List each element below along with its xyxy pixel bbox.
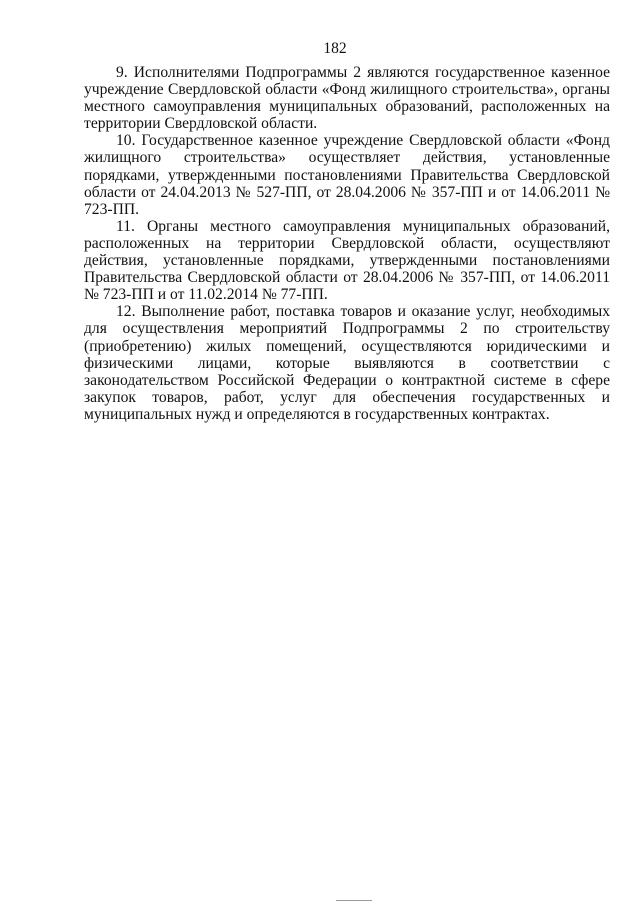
paragraph-number: 9. — [116, 64, 128, 81]
paragraph-9 — [84, 64, 610, 132]
paragraph-10 — [84, 132, 610, 217]
paragraph-text: Исполнителями Подпрограммы 2 являются государственное казенное учреждение Свердловской области «Фонд жилищного строительства», органы местного самоуправления муниципальных образований, расположенных на территории Свердловской области. — [84, 64, 610, 133]
paragraph-text: Государственное казенное учреждение Свердловской области «Фонд жилищного строительства» осуществляет действия, установленные порядками, утвержденными постановлениями Правительства Свердловской области от 24.04.2013 № 527-ПП, от 28.04.2006 № 357-ПП и от 14.06.2011 № 723-ПП. — [84, 132, 610, 218]
paragraph-text: Органы местного самоуправления муниципальных образований, расположенных на территории Свердловской области, осуществляют действия, установленные порядками, утвержденными постановлениями Правительства Свердловской области от 28.04.2006 № 357-ПП, от 14.06.2011 № 723-ПП и от 11.02.2014 № 77-ПП. — [84, 217, 610, 304]
document-body — [84, 64, 610, 423]
paragraph-text: Выполнение работ, поставка товаров и оказание услуг, необходимых для осуществления мероприятий Подпрограммы 2 по строительству (приобретению) жилых помещений, осуществляются юридическими и физическими лицами, которые выявляются в соответствии с законодательством Российской Федерации о контрактной системе в сфере закупок товаров, работ, услуг для обеспечения государственных и муниципальных нужд и определяются в государственных контрактах. — [84, 303, 610, 423]
paragraph-12 — [84, 303, 610, 423]
paragraph-number: 11. — [116, 217, 135, 235]
paragraph-11 — [84, 218, 610, 303]
paragraph-number: 10. — [116, 132, 136, 150]
scan-edge-mark — [336, 900, 372, 901]
page-number: 182 — [323, 40, 347, 57]
paragraph-number: 12. — [116, 303, 136, 321]
